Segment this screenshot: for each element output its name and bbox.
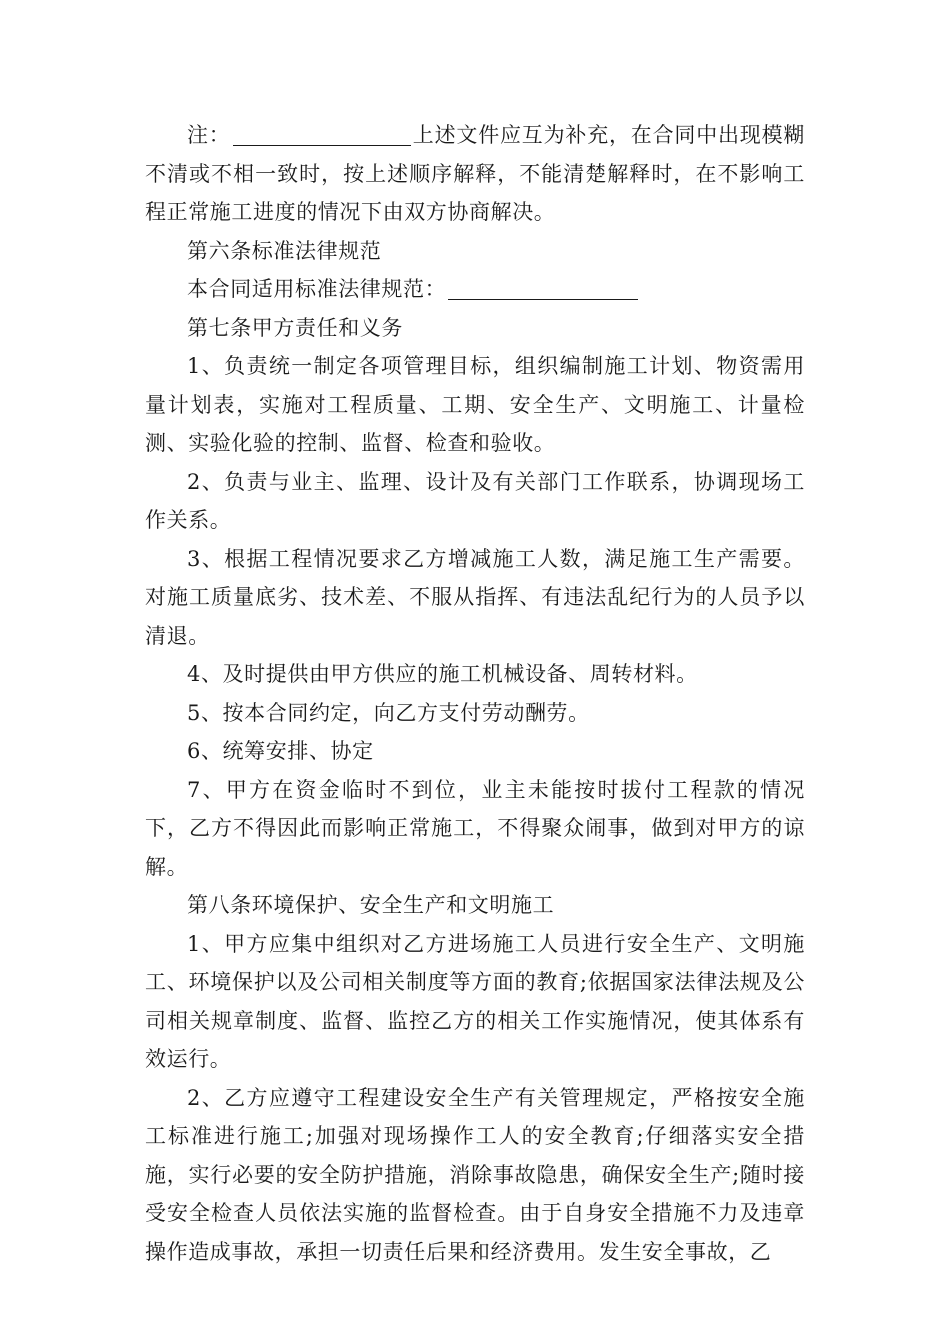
article7-item-2: 2、负责与业主、监理、设计及有关部门工作联系，协调现场工作关系。 <box>145 469 805 532</box>
note-text: 上述文件应互为补充，在合同中出现模糊不清或不相一致时，按上述顺序解释，不能清楚解释时，在不影响工程正常施工进度的情况下由双方协商解决。 <box>145 123 805 224</box>
article7-heading: 第七条甲方责任和义务 <box>187 315 403 340</box>
article7-item-3: 3、根据工程情况要求乙方增减施工人数，满足施工生产需要。对施工质量底劣、技术差、不服从指挥、有违法乱纪行为的人员予以清退。 <box>145 546 805 648</box>
note-prefix: 注： <box>187 123 231 147</box>
article8-item-1: 1、甲方应集中组织对乙方进场施工人员进行安全生产、文明施工、环境保护以及公司相关制度等方面的教育;依据国家法律法规及公司相关规章制度、监督、监控乙方的相关工作实施情况，使其体系有效运行。 <box>145 931 805 1071</box>
article6-line <box>145 270 805 309</box>
article7-item-6: 6、统筹安排、协定 <box>187 739 374 763</box>
document-body <box>145 116 805 1271</box>
note-paragraph <box>145 116 805 232</box>
article7-item-5: 5、按本合同约定，向乙方支付劳动酬劳。 <box>187 700 590 725</box>
standard-regulation-blank-field[interactable] <box>448 277 638 300</box>
article7-item-1: 1、负责统一制定各项管理目标，组织编制施工计划、物资需用量计划表，实施对工程质量、工期、安全生产、文明施工、计量检测、实验化验的控制、监督、检查和验收。 <box>145 354 805 455</box>
article8-heading: 第八条环境保护、安全生产和文明施工 <box>187 893 555 917</box>
article8-item-2: 2、乙方应遵守工程建设安全生产有关管理规定，严格按安全施工标准进行施工;加强对现场操作工人的安全教育;仔细落实安全措施，实行必要的安全防护措施，消除事故隐患，确保安全生产;随时接受安全检查人员依法实施的监督检查。由于自身安全措施不力及违章操作造成事故，承担一切责任后果和经济费用。发生安全事故，乙 <box>145 1085 805 1264</box>
note-blank-field[interactable] <box>233 123 411 146</box>
article7-item-4: 4、及时提供由甲方供应的施工机械设备、周转材料。 <box>187 662 698 686</box>
article7-item-7: 7、甲方在资金临时不到位，业主未能按时拔付工程款的情况下，乙方不得因此而影响正常施工，不得聚众闹事，做到对甲方的谅解。 <box>145 777 805 879</box>
article6-heading: 第六条标准法律规范 <box>187 238 382 263</box>
article6-line-prefix: 本合同适用标准法律规范： <box>187 277 447 301</box>
